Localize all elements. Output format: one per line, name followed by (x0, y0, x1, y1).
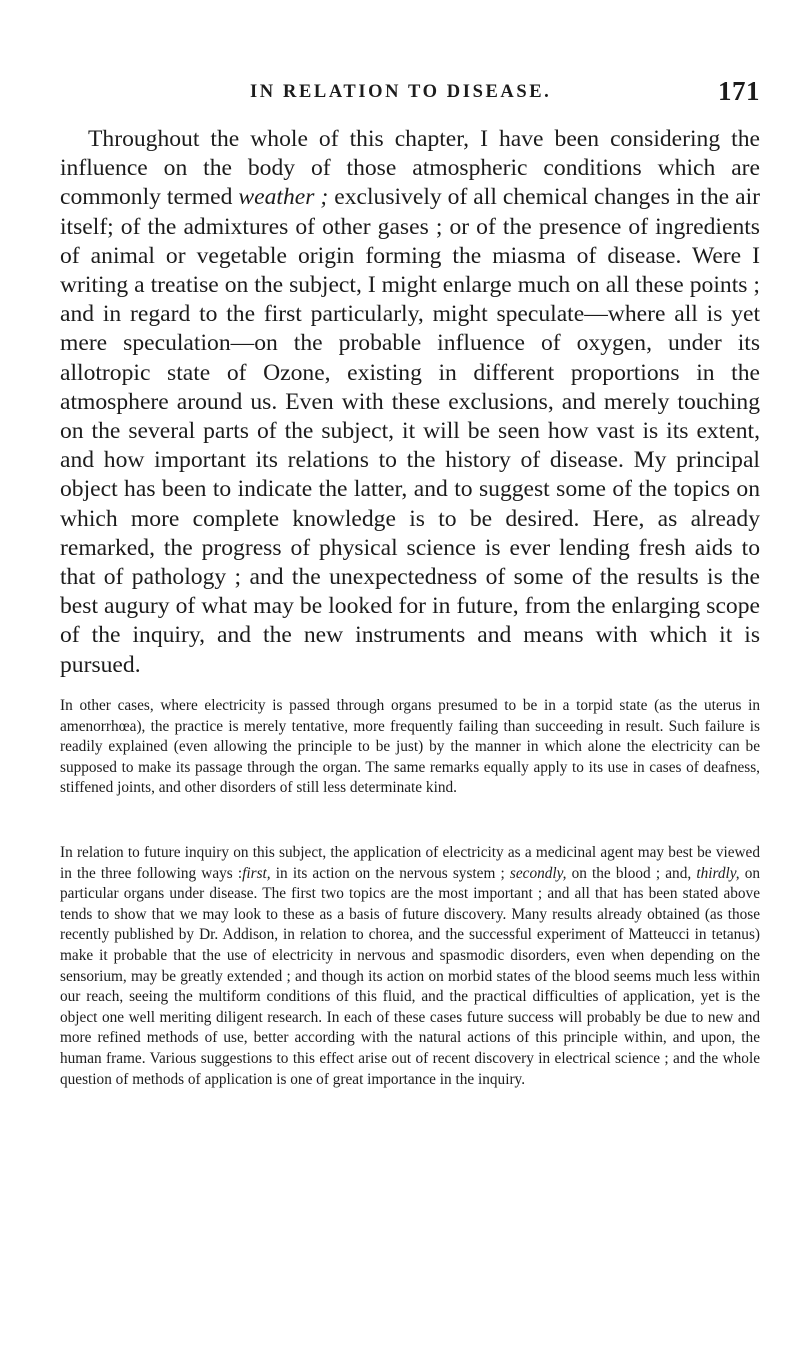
small-print-paragraph-2-text-4: on particular organs under disease. The first two topics are the most important ; and all that has been stated above tends to show that we may look to these as a basis of future discovery. Many results already obtained (as those recently published by Dr. Addison, in relation to chorea, and the successful experiment of Matteucci in tetanus) make it probable that the use of electricity in nervous and spasmodic disorders, even when depending on the sensorium, may be greatly extended ; and though its action on morbid states of the blood seems much less within our reach, seeing the multiform conditions of this fluid, and the practical difficulties of application, yet is the object one well meriting diligent research. In each of these cases future success will probably be due to new and more refined methods of use, better according with the natural actions of this principle within, and upon, the human frame. Various suggestions to this effect arise out of recent discovery in electrical science ; and the whole question of methods of application is one of great importance in the inquiry. (60, 864, 761, 1088)
italic-first: first, (242, 864, 271, 882)
main-paragraph-italic-weather: weather ; (238, 184, 329, 211)
small-print-paragraph-2-text-1: In relation to future inquiry on this subject, the application of electricity as a medicinal agent may best be viewed in the three following ways : (60, 844, 760, 882)
running-head (60, 76, 760, 108)
small-print-paragraph-2 (60, 843, 760, 1090)
page-number: 171 (718, 76, 760, 106)
small-print-paragraph-1-text: In other cases, where electricity is passed through organs presumed to be in a torpid state (as the uterus in amenorrhœa), the practice is merely tentative, more frequently failing than succeeding in result. Such failure is readily explained (even allowing the principle to be just) by the manner in which alone the electricity can be supposed to make its passage through the organ. The same remarks equally apply to its use in cases of deafness, stiffened joints, and other disorders of still less determinate kind. (60, 697, 760, 797)
running-title: IN RELATION TO DISEASE. (250, 82, 552, 102)
main-paragraph (60, 125, 760, 680)
italic-thirdly: thirdly, (696, 864, 740, 882)
small-print-paragraph-1 (60, 696, 760, 799)
main-paragraph-text-1: Throughout the whole of this chapter, I have been considering the influence on the body of those atmospheric conditions which are commonly termed (60, 126, 760, 211)
small-print-paragraph-2-text-3: on the blood ; and, (566, 864, 697, 882)
italic-secondly: secondly, (509, 864, 567, 882)
small-print-paragraph-2-text-2: in its action on the nervous system ; (270, 864, 510, 882)
main-paragraph-text-2: exclusively of all chemical changes in the air itself; of the admixtures of other gases ; or of the presence of ingredients of animal or vegetable origin forming the miasma of disease. Were I writing a treatise on the subject, I might enlarge much on all these points ; and in regard to the first particularly, might speculate—where all is yet mere speculation—on the probable influence of oxygen, under its allotropic state of Ozone, existing in different proportions in the atmosphere around us. Even with these exclusions, and merely touching on the several parts of the subject, it will be seen how vast is its extent, and how important its relations to the history of disease. My principal object has been to indicate the latter, and to suggest some of the topics on which more complete knowledge is to be desired. Here, as already remarked, the progress of physical science is ever lending fresh aids to that of pathology ; and the unexpectedness of some of the results is the best augury of what may be looked for in future, from the enlarging scope of the inquiry, and the new instruments and means with which it is pursued. (60, 184, 760, 678)
